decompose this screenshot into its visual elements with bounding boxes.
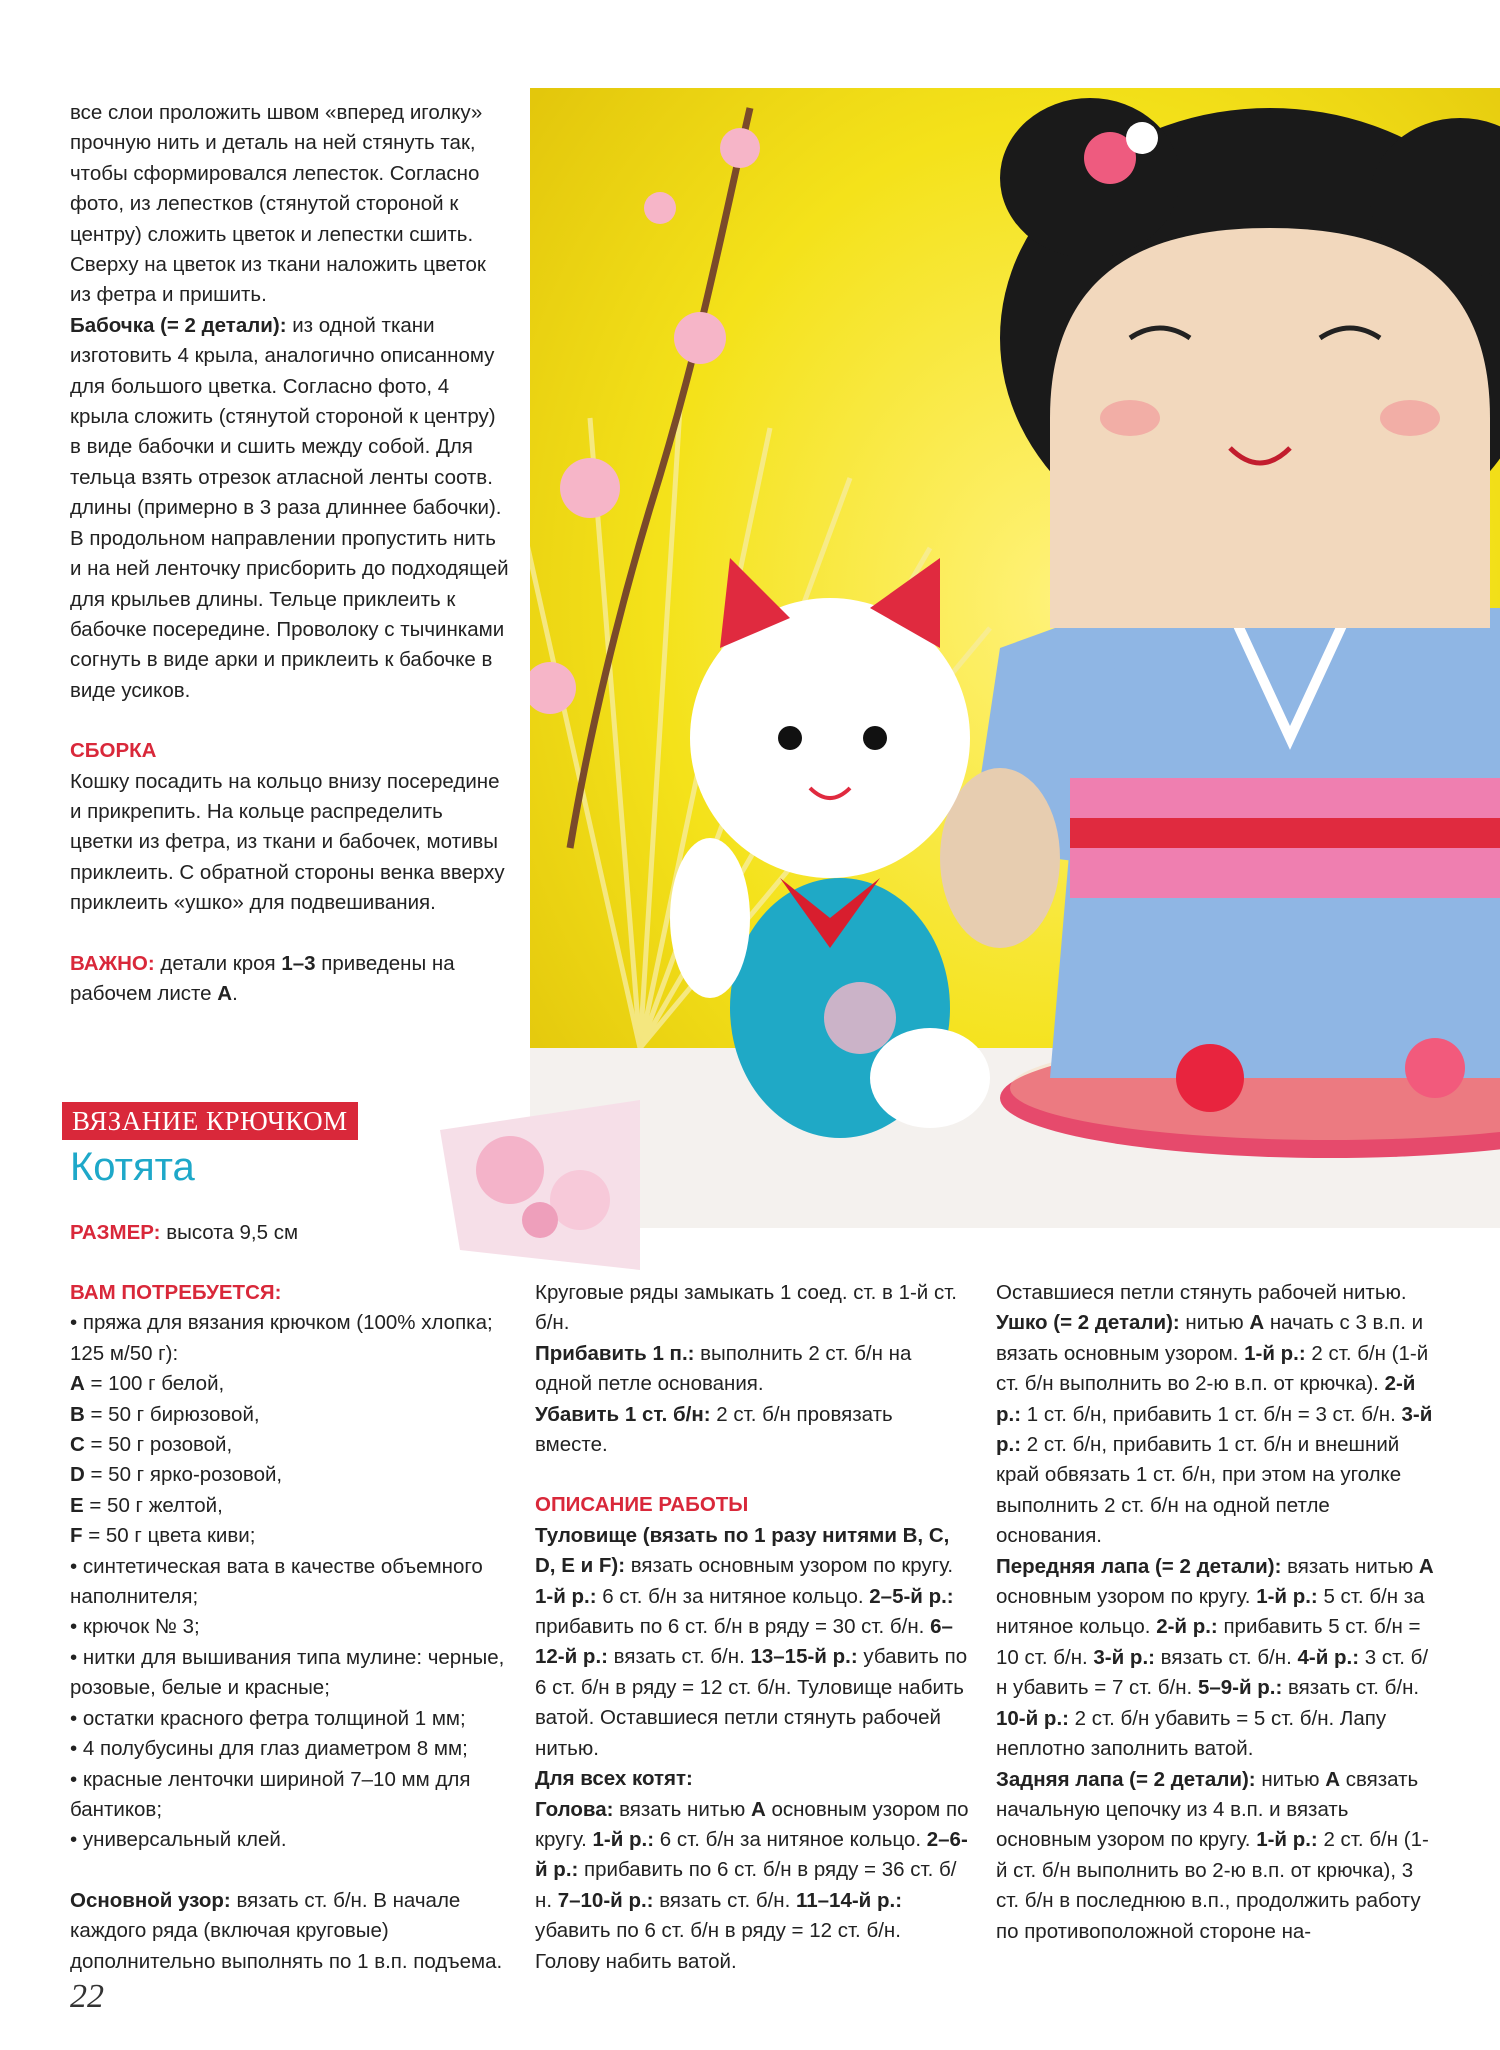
text-run: начать с 3 в.п. и вязать основным узором. bbox=[996, 1311, 1424, 1365]
materials-text: = 100 г белой, bbox=[84, 1372, 225, 1396]
all-kittens-label: Для всех котят: bbox=[535, 1767, 693, 1791]
materials-item bbox=[70, 1400, 510, 1430]
bold-run: Передняя лапа (= 2 детали): bbox=[996, 1554, 1282, 1578]
bold-run: 7–10-й р.: bbox=[557, 1888, 654, 1912]
abbreviation-text: 2 ст. б/н провязать вместе. bbox=[535, 1402, 893, 1457]
bold-run: A bbox=[1249, 1311, 1265, 1335]
materials-text: = 50 г розовой, bbox=[84, 1433, 233, 1457]
materials-text: = 50 г цвета киви; bbox=[82, 1524, 256, 1548]
bold-run: Ушко (= 2 детали): bbox=[996, 1311, 1180, 1335]
work-description-heading: ОПИСАНИЕ РАБОТЫ bbox=[535, 1493, 749, 1517]
text-run: 3 ст. б/н убавить = 7 ст. б/н. bbox=[996, 1645, 1429, 1700]
yarn-letter: E bbox=[70, 1493, 84, 1517]
text-run: 5 ст. б/н за нитяное кольцо. bbox=[996, 1585, 1425, 1639]
text-run: вязать ст. б/н. bbox=[653, 1888, 796, 1912]
materials-text: = 50 г бирюзовой, bbox=[84, 1402, 260, 1426]
materials-item bbox=[70, 1643, 510, 1704]
article-title: Котята bbox=[70, 1145, 195, 1189]
bold-run: 1-й р.: bbox=[535, 1584, 597, 1608]
front-paw-instructions bbox=[996, 1552, 1436, 1765]
materials-item bbox=[70, 1460, 510, 1490]
materials-text: • универсальный клей. bbox=[70, 1828, 287, 1852]
bold-run: 5–9-й р.: bbox=[1197, 1676, 1283, 1700]
materials-item bbox=[70, 1430, 510, 1460]
bold-run: Голова: bbox=[535, 1797, 614, 1821]
materials-text: • пряжа для вязания крючком (100% хлопка; 125 м/50 г): bbox=[70, 1311, 493, 1365]
size-line: РАЗМЕР: высота 9,5 см bbox=[70, 1221, 299, 1244]
text-run: вязать ст. б/н. bbox=[607, 1645, 751, 1669]
text-run: вязать основным узором по кругу. bbox=[625, 1554, 954, 1578]
text-run: убавить по 6 ст. б/н в ряду = 12 ст. б/н. Туловище набить ватой. Оставшиеся петли стянуть рабочей нитью. bbox=[535, 1645, 968, 1760]
torso-instructions bbox=[535, 1521, 970, 1764]
text-run: связать начальную цепочку из 4 в.п. и вязать основным узором по кругу. bbox=[996, 1767, 1419, 1852]
assembly-text: Кошку посадить на кольцо внизу посередине и прикрепить. На кольце распределить цветки из фетра, из ткани и бабочек, мотивы приклеить. С обратной стороны венка вверху приклеить «ушко» для подвешивания. bbox=[70, 769, 505, 915]
text-run: вязать ст. б/н. bbox=[1154, 1645, 1298, 1669]
yarn-letter: B bbox=[70, 1402, 85, 1426]
text-run: 2 ст. б/н убавить = 5 ст. б/н. Лапу неплотно заполнить ватой. bbox=[996, 1706, 1387, 1761]
text-run: основным узором по кругу. bbox=[996, 1585, 1257, 1609]
instructions-column-1 bbox=[535, 1278, 970, 1977]
bold-run: A bbox=[1418, 1554, 1434, 1578]
paragraph-flower: все слои проложить швом «вперед иголку» прочную нить и деталь на ней стянуть так, чтобы сформировался лепесток. Согласно фото, из лепестков (стянутой стороной к центру) сложить цветок и лепестки сшить. Сверху на цветок из ткани наложить цветок из фетра и пришить. bbox=[70, 101, 486, 307]
bold-run: 1-й р.: bbox=[1244, 1341, 1306, 1365]
abbreviation-text: выполнить 2 ст. б/н на одной петле основания. bbox=[535, 1341, 912, 1396]
bold-run: 6–12-й р.: bbox=[535, 1615, 953, 1669]
materials-item bbox=[70, 1825, 510, 1855]
head-instructions bbox=[535, 1795, 970, 1977]
materials-item bbox=[70, 1521, 510, 1551]
yarn-letter: F bbox=[70, 1524, 83, 1548]
materials-text: • крючок № 3; bbox=[70, 1615, 200, 1639]
doll-photo bbox=[530, 88, 1500, 1228]
text-run: нитью bbox=[1255, 1767, 1326, 1791]
bold-run: 2-й р.: bbox=[996, 1372, 1416, 1426]
text-run: прибавить по 6 ст. б/н в ряду = 30 ст. б/н. bbox=[535, 1615, 931, 1639]
bold-run: 1-й р.: bbox=[1256, 1585, 1318, 1609]
bold-run: 1-й р.: bbox=[592, 1827, 655, 1851]
materials-text: • остатки красного фетра толщиной 1 мм; bbox=[70, 1706, 466, 1730]
page-number: 22 bbox=[70, 1978, 104, 2015]
materials-item bbox=[70, 1704, 510, 1734]
text-run: основным узором по кругу. bbox=[535, 1797, 969, 1851]
continuation-text: Оставшиеся петли стянуть рабочей нитью. bbox=[996, 1281, 1407, 1304]
abbreviation-text: Круговые ряды замыкать 1 соед. ст. в 1-й ст. б/н. bbox=[535, 1281, 958, 1335]
text-run: вязать нитью bbox=[1281, 1554, 1419, 1578]
text-run: вязать ст. б/н. bbox=[1282, 1676, 1420, 1700]
text-run: прибавить 5 ст. б/н = 10 ст. б/н. bbox=[996, 1615, 1421, 1669]
abbreviation-line bbox=[535, 1400, 970, 1461]
bold-run: 3-й р.: bbox=[996, 1402, 1433, 1457]
text-run: прибавить по 6 ст. б/н в ряду = 36 ст. б/н. bbox=[535, 1858, 957, 1912]
bold-run: 4-й р.: bbox=[1297, 1645, 1360, 1669]
yarn-letter: C bbox=[70, 1433, 85, 1457]
bold-run: 2–5-й р.: bbox=[869, 1584, 954, 1608]
sakura-photo-corner bbox=[440, 1100, 790, 1270]
materials-text: = 50 г ярко-розовой, bbox=[84, 1463, 283, 1487]
important-note: ВАЖНО: детали кроя 1–3 приведены на рабочем листе A. bbox=[70, 951, 455, 1005]
bold-run: A bbox=[1325, 1767, 1341, 1791]
text-run: 2 ст. б/н, прибавить 1 ст. б/н и внешний край обвязать 1 ст. б/н, при этом на уголке выполнить 2 ст. б/н на одной петле основания. bbox=[996, 1433, 1402, 1548]
yarn-letter: D bbox=[70, 1463, 85, 1487]
text-run: 6 ст. б/н за нитяное кольцо. bbox=[596, 1584, 870, 1608]
bold-run: A bbox=[750, 1797, 766, 1821]
bold-run: 11–14-й р.: bbox=[795, 1888, 903, 1912]
text-run: 2 ст. б/н (1-й ст. б/н выполнить во 2-ю в.п. от крючка). bbox=[996, 1341, 1429, 1396]
bold-run: 2-й р.: bbox=[1156, 1615, 1218, 1639]
materials-heading: ВАМ ПОТРЕБУЕТСЯ: bbox=[70, 1281, 282, 1304]
assembly-heading: СБОРКА bbox=[70, 739, 157, 763]
materials-text: = 50 г желтой, bbox=[83, 1493, 223, 1517]
bold-run: 1-й р.: bbox=[1256, 1828, 1318, 1852]
materials-text: • 4 полубусины для глаз диаметром 8 мм; bbox=[70, 1737, 468, 1761]
abbreviation-line bbox=[535, 1339, 970, 1400]
abbreviation-line bbox=[535, 1278, 970, 1339]
materials-item bbox=[70, 1491, 510, 1521]
materials-list bbox=[70, 1308, 510, 1855]
text-run: нитью bbox=[1179, 1311, 1250, 1335]
text-run: 2 ст. б/н (1-й ст. б/н выполнить во 2-ю в.п. от крючка), 3 ст. б/н в последнюю в.п., продолжить работу по противоположной стороне на- bbox=[996, 1828, 1429, 1943]
section-tag: ВЯЗАНИЕ КРЮЧКОМ bbox=[62, 1102, 358, 1140]
materials-item bbox=[70, 1308, 510, 1369]
yarn-letter: A bbox=[70, 1372, 85, 1396]
text-run: вязать нитью bbox=[613, 1797, 751, 1821]
ear-instructions bbox=[996, 1308, 1436, 1551]
bold-run: 2–6-й р.: bbox=[535, 1827, 968, 1882]
text-run: 6 ст. б/н за нитяное кольцо. bbox=[654, 1827, 927, 1851]
materials-item bbox=[70, 1369, 510, 1399]
instructions-column-2 bbox=[996, 1278, 1436, 1947]
abbreviation-term: Прибавить 1 п.: bbox=[535, 1341, 695, 1365]
paragraph-butterfly: Бабочка (= 2 детали): из одной ткани изготовить 4 крыла, аналогично описанному для большого цветка. Согласно фото, 4 крыла сложить (стянутой стороной к центру) в виде бабочки и сшить между собой. Для тельца взять отрезок атласной ленты соотв. длины (примерно в 3 раза длиннее бабочки). В продольном направлении пропустить нить и на ней ленточку присборить до подходящей для крыльев длины. Тельце приклеить к бабочке посередине. Проволоку с тычинками согнуть в виде арки и приклеить к бабочке в виде усиков. bbox=[70, 313, 509, 702]
materials-column bbox=[70, 1278, 510, 1977]
abbreviations-block bbox=[535, 1278, 970, 1460]
bold-run: Задняя лапа (= 2 детали): bbox=[996, 1767, 1256, 1791]
bold-run: 13–15-й р.: bbox=[750, 1645, 858, 1669]
bold-run: Туловище (вязать по 1 разу нитями B, C, D, E и F): bbox=[535, 1523, 950, 1578]
top-column bbox=[70, 98, 510, 1009]
materials-text: • синтетическая вата в качестве объемного наполнителя; bbox=[70, 1554, 483, 1609]
back-paw-instructions bbox=[996, 1765, 1436, 1947]
text-run: 1 ст. б/н, прибавить 1 ст. б/н = 3 ст. б/н. bbox=[1021, 1402, 1402, 1426]
materials-item bbox=[70, 1765, 510, 1826]
basic-pattern: Основной узор: вязать ст. б/н. В начале каждого ряда (включая круговые) дополнительно выполнять по 1 в.п. подъема. bbox=[70, 1888, 503, 1973]
text-run: убавить по 6 ст. б/н в ряду = 12 ст. б/н. Голову набить ватой. bbox=[535, 1919, 901, 1973]
materials-item bbox=[70, 1734, 510, 1764]
materials-text: • нитки для вышивания типа мулине: черные, розовые, белые и красные; bbox=[70, 1645, 505, 1700]
bold-run: 3-й р.: bbox=[1093, 1645, 1155, 1669]
bold-run: 10-й р.: bbox=[996, 1706, 1069, 1730]
materials-item bbox=[70, 1612, 510, 1642]
materials-text: • красные ленточки шириной 7–10 мм для бантиков; bbox=[70, 1767, 471, 1821]
materials-item bbox=[70, 1552, 510, 1613]
abbreviation-term: Убавить 1 ст. б/н: bbox=[535, 1402, 711, 1426]
